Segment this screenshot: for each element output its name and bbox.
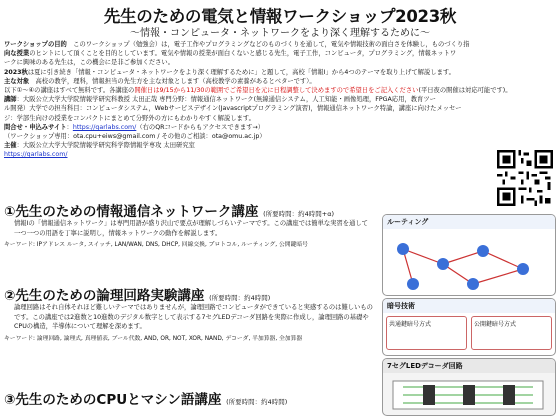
apply-link[interactable]: https://qarlabs.com/ bbox=[72, 123, 137, 131]
page-subtitle: 〜情報・コンピュータ・ネットワークをより深く理解するために〜 bbox=[130, 28, 430, 39]
section-body: 情報Ⅰの「情報通信ネットワーク」は専門用語が盛り沢山で要点が理解しづらいテーマです。この講座では簡単な実習を通して一つ一つの用語を丁寧に説明し，情報ネットワークの動作を解説します。 bbox=[14, 220, 368, 237]
purpose-line-3: ークに興味のある先生は，この機会に是非ご参加ください。 bbox=[4, 59, 175, 67]
page-title: 先生のための電気と情報ワークショップ2023秋 bbox=[103, 7, 457, 26]
circuit-diagram bbox=[383, 373, 556, 416]
section-heading: ①先生のための情報通信ネットワーク講座 (所要時間：約4時間+α) bbox=[4, 204, 335, 220]
purpose-line: ワークショップの目的 このワークショップ（勉強会）は，電子工作やプログラミングなどのものづくりを通して，電気や情報技術の面白さを体験し，ものづくり指 bbox=[4, 41, 470, 48]
autumn-line: 2023秋は夏に引き続き「情報・コンピュータ・ネットワークをより深く理解するために」と題して，高校「情報Ⅰ」から4つのテーマを取り上げて解説します。 bbox=[4, 68, 455, 76]
encryption-figure-title: 暗号技術 bbox=[383, 299, 555, 313]
qr-code-icon[interactable] bbox=[497, 150, 553, 206]
lecturer-line-2: ル開発）大学での担当科目：コンピュータシステム，Webサービスデザイン(Javascriptプログラミング演習)，情報通信ネットワーク特論，講座に向けたメッセー bbox=[4, 105, 462, 113]
section-network bbox=[4, 204, 374, 251]
section-cpu bbox=[4, 392, 288, 408]
contact-line: （ワークショップ専用：ota.cpu+eiws@gmail.com / その他のご相談：ota@omu.ac.jp） bbox=[4, 133, 266, 141]
circuit-figure-title: 7セグLEDデコーダ回路 bbox=[383, 359, 555, 373]
purpose-line-2: 向な授業のヒントにして頂くことを目的としています。電気や情報の授業が面白くないと感じる先生，電子工作，コンピュータ，プログラミング，情報ネットワ bbox=[4, 50, 457, 58]
network-diagram bbox=[383, 229, 556, 296]
purpose-label: ワークショップの目的 bbox=[4, 41, 67, 48]
section-heading: ③先生のためのCPUとマシン語講座 (所要時間：約4時間) bbox=[4, 392, 288, 408]
circuit-figure bbox=[382, 358, 556, 416]
public-key-box: 公開鍵暗号方式 bbox=[471, 316, 552, 350]
host-line: 主催：大阪公立大学大学院情報学研究科学際情報学専攻 太田研究室 bbox=[4, 142, 195, 150]
routing-figure bbox=[382, 214, 556, 296]
section-logic bbox=[4, 288, 374, 344]
routing-figure-title: ルーティング bbox=[383, 215, 555, 229]
section-keywords: キーワード: 論理回路, 論理式, 真理値表, ブール代数, AND, OR, NOT, XOR, NAND, デコーダ, 半加算器, 全加算器 bbox=[4, 335, 303, 342]
host-link[interactable]: https://qarlabs.com/ bbox=[4, 151, 68, 159]
schedule-highlight: 開催日は9/15から11/30の範囲でご希望日を元に日程調整して決めますので希望日をご記入ください bbox=[134, 87, 419, 95]
apply-line: 問合せ・申込みサイト：https://qarlabs.com/（右のQRコードからもアクセスできます→） bbox=[4, 123, 265, 131]
host-url-line bbox=[4, 150, 556, 159]
intro-block bbox=[4, 40, 556, 160]
target-line: 主な対象 高校の教学，理科，情報担当の先生方を主な対象とします（高校教学の素養があるとベターです）。 bbox=[4, 77, 316, 85]
section-body: 論理回路はそれ自体それほど難しいテーマではありませんが，論理回路でコンピュータができていると実感するのは難しいものです。この講座では2進数と10進数のデジタル数字として表示する7セグLEDデコーダ回路を実際に作成し，論理回路の基礎やCPUの構造，半導体について理解を深めます。 bbox=[14, 304, 373, 331]
schedule-line: 以下①〜④の講座はすべて無料です。各講座の開催日は9/15から11/30の範囲でご希望日を元に日程調整して決めますので希望日をご記入ください(平日夜の開催は対応可能です)。 bbox=[4, 87, 512, 95]
section-keywords: キーワード: IPアドレス ルータ, スイッチ, LAN/WAN, DNS, DHCP, 回線交換, プロトコル, ルーティング, 公開鍵暗号 bbox=[4, 242, 308, 249]
lecturer-line-3: ジ：学部生向けの授業をコンパクトにまとめて分野外の方にもわかりやすく解説します。 bbox=[4, 114, 255, 122]
lecturer-line: 講師：大阪公立大学大学院情報学研究科教授 太田正哉 専門分野：情報通信ネットワーク(無線通信システム，人工知能・画像処理，FPGA応用，教育ツー bbox=[4, 96, 436, 104]
encryption-figure bbox=[382, 298, 556, 356]
common-key-box: 共通鍵暗号方式 bbox=[386, 316, 467, 350]
section-heading: ②先生のための論理回路実験講座 (所要時間：約4時間) bbox=[4, 288, 271, 304]
